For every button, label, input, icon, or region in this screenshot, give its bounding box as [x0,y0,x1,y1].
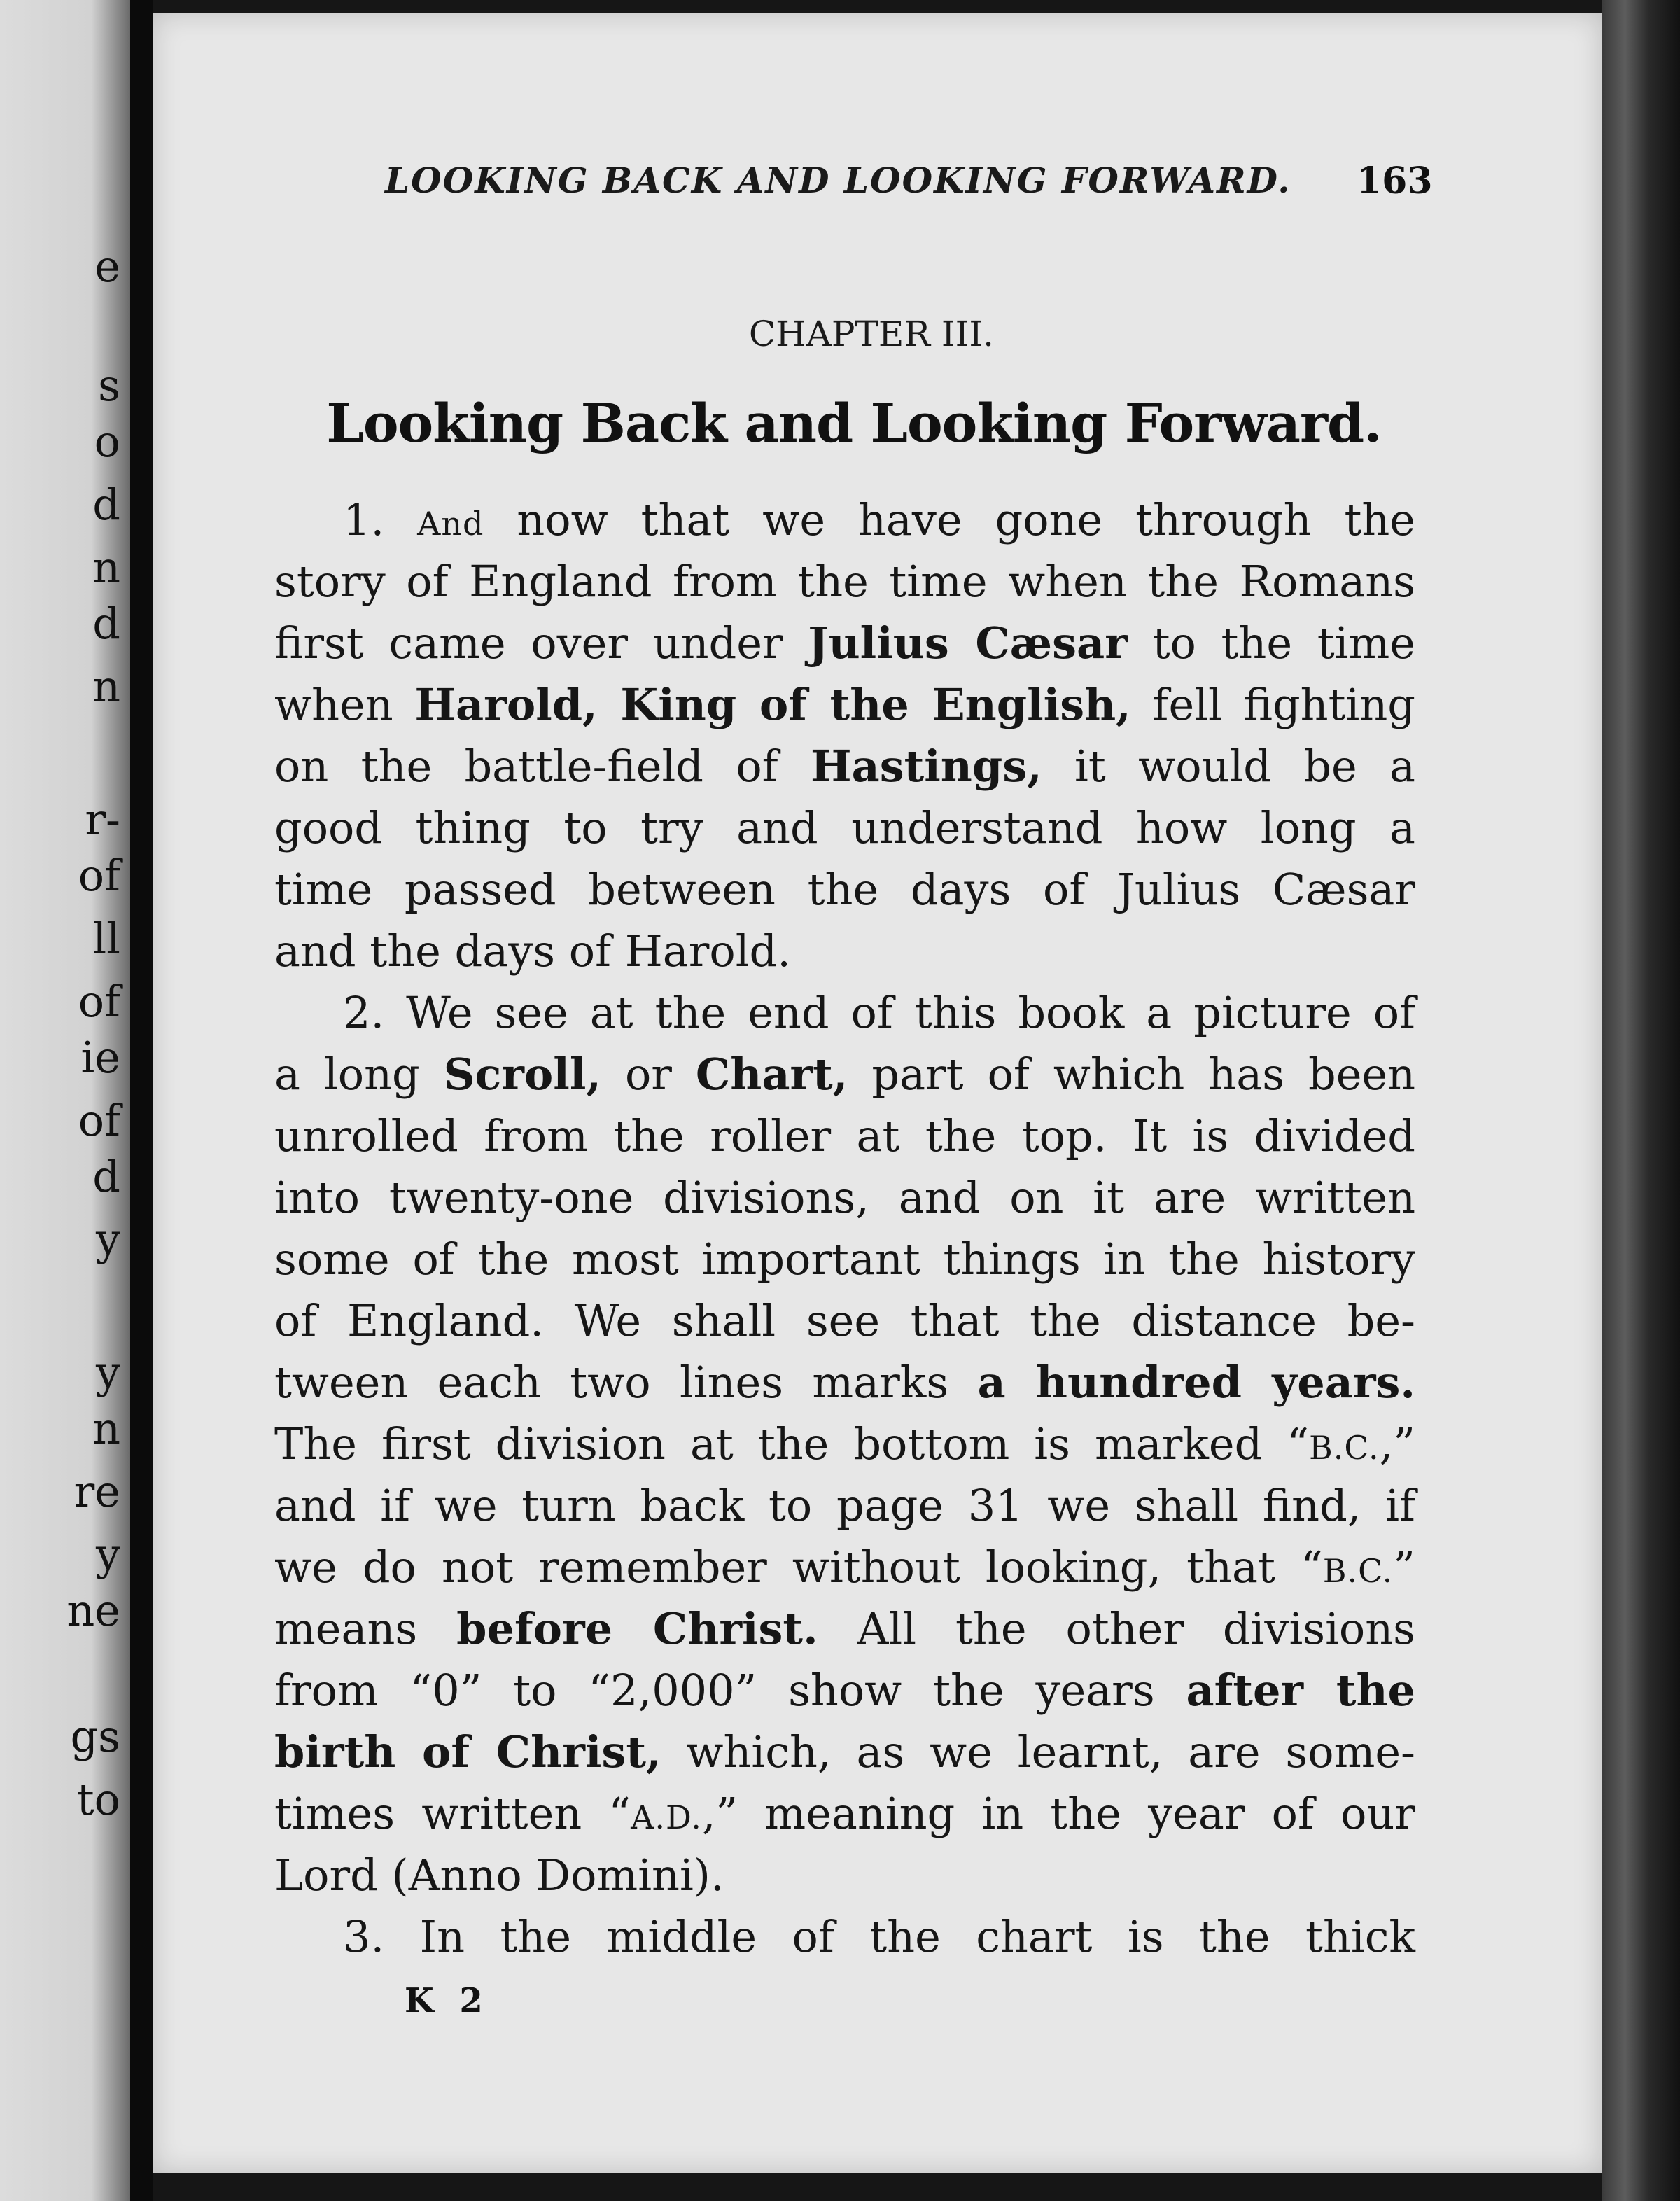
text-line [274,1788,1415,1839]
bold-term: Harold, King of the English, [414,679,1131,730]
text-line [343,987,1415,1038]
facing-page-fragment: o [94,416,120,467]
facing-page-fragment: y [95,1347,120,1398]
text-line [274,1295,1415,1346]
page-number: 163 [1357,160,1433,202]
facing-page-fragment: d [92,479,120,530]
small-caps-text: A.D. [631,1798,702,1836]
text-line [274,1172,1415,1223]
facing-page-fragment: e [94,241,120,292]
facing-page-fragment: re [74,1466,120,1517]
text-run: All the other divisions [818,1603,1415,1654]
text-line [274,864,1415,915]
facing-page-fragment: n [92,661,120,712]
facing-page-fragment: y [95,1529,120,1580]
text-run: which, as we learnt, are some- [661,1726,1416,1777]
text-line [274,617,1415,669]
chapter-number: CHAPTER III. [748,314,995,354]
text-run: ,” meaning in the year of our [701,1788,1415,1839]
text-run: it would be a [1042,741,1415,792]
facing-page-fragment: ll [92,913,120,964]
bold-term: before Christ. [456,1603,818,1654]
text-run: fell fighting [1130,679,1415,730]
facing-page-fragment: gs [70,1711,120,1762]
text-run: tween each two lines marks [274,1357,978,1408]
bold-term: Scroll, [443,1049,601,1100]
text-run: story of England from the time when the Romans [274,556,1415,607]
small-caps-text: B.C. [1308,1429,1380,1467]
text-run: part of which has been [848,1049,1416,1100]
text-run: and if we turn back to page 31 we shall find, if [274,1480,1415,1531]
text-run: 1. [343,494,418,545]
bold-term: after the [1186,1665,1415,1716]
facing-page-fragment: of [78,1095,120,1146]
text-line [274,1480,1415,1531]
text-run: Lord (Anno Domini). [274,1850,724,1901]
text-line [274,1726,1416,1777]
text-run: first came over under [274,617,808,669]
text-run: we do not remember without looking, that “ [274,1542,1323,1593]
text-run: means [274,1603,457,1654]
text-run: ” [1393,1542,1415,1593]
bold-term: Hastings, [810,741,1042,792]
text-run: good thing to try and understand how long a [274,802,1415,853]
text-line [274,1418,1415,1469]
small-caps-text: And [417,505,484,543]
running-head: LOOKING BACK AND LOOKING FORWARD. [385,160,1292,201]
text-run: to the time [1127,617,1415,669]
text-line [274,1110,1415,1161]
text-run: or [601,1049,696,1100]
text-run: now that we have gone through the [484,494,1415,545]
bold-term: Chart, [695,1049,848,1100]
facing-page-fragment: d [92,598,120,649]
text-run: The first division at the bottom is marked “ [274,1418,1309,1469]
facing-page-fragment: of [78,850,120,901]
text-run: 3. In the middle of the chart is the thick [343,1911,1415,1962]
text-run: ,” [1379,1418,1415,1469]
text-run: from “0” to “2,000” show the years [274,1665,1186,1716]
text-line [274,1542,1415,1593]
facing-page-fragment: of [78,976,120,1027]
text-run: and the days of Harold. [274,925,791,977]
chapter-title: Looking Back and Looking Forward. [326,392,1382,454]
text-line [274,1603,1415,1654]
text-run: on the battle-field of [274,741,811,792]
facing-page-fragment: ie [80,1032,120,1083]
text-line [274,802,1415,853]
facing-page-fragment: n [92,1403,120,1454]
text-line [274,556,1415,607]
text-line [274,1357,1415,1408]
text-run: 2. We see at the end of this book a picture of [343,987,1415,1038]
text-line [274,1665,1415,1716]
text-line [343,494,1415,545]
facing-page-fragment: s [98,360,120,411]
text-run: of England. We shall see that the distance be- [274,1295,1415,1346]
bold-term: birth of Christ, [274,1726,662,1777]
facing-page-fragment: y [95,1214,120,1265]
text-line [274,1049,1416,1100]
text-line [274,1234,1415,1285]
text-run: unrolled from the roller at the top. It is divided [274,1110,1415,1161]
text-line [274,679,1415,730]
signature-mark: K 2 [405,1981,490,2020]
facing-page-fragment: d [92,1151,120,1202]
text-line [343,1911,1415,1962]
text-run: a long [274,1049,444,1100]
facing-page-fragment: n [92,542,120,593]
text-line [274,741,1415,792]
facing-page-fragment: to [76,1774,120,1825]
text-run: some of the most important things in the history [274,1234,1415,1285]
text-run: time passed between the days of Julius Cæsar [274,864,1415,915]
text-run: times written “ [274,1788,631,1839]
text-line [274,925,1415,977]
text-line [274,1850,1415,1901]
bold-term: Julius Cæsar [808,617,1128,669]
bold-term: a hundred years. [977,1357,1415,1408]
facing-page-fragment: r- [85,794,120,845]
small-caps-text: B.C. [1322,1552,1394,1590]
text-run: when [274,679,415,730]
text-run: into twenty-one divisions, and on it are written [274,1172,1415,1223]
facing-page-fragment: ne [66,1585,120,1636]
